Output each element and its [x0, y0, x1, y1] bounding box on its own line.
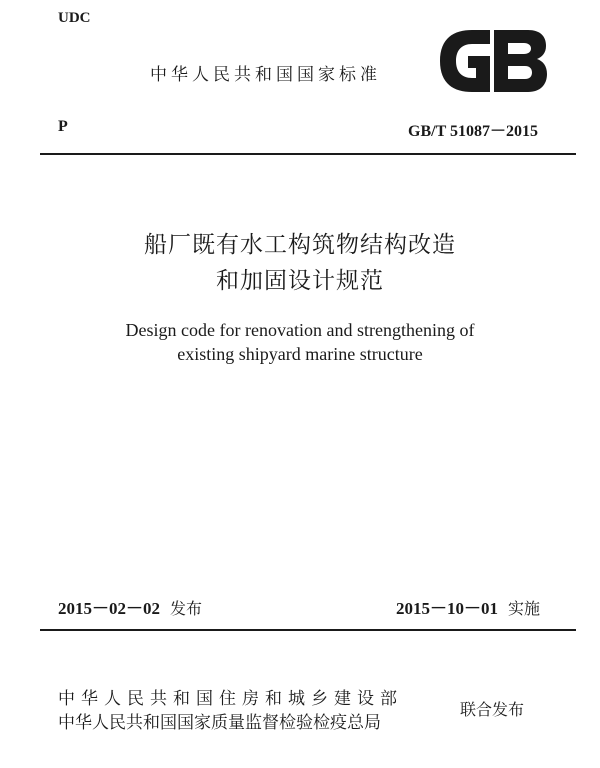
- bottom-divider: [40, 629, 576, 631]
- implementation-date: 2015－10－01: [395, 599, 498, 618]
- title-chinese-line-2: 和加固设计规范: [216, 268, 384, 294]
- udc-label: UDC: [58, 10, 91, 26]
- issuer-quality-supervision: 中华人民共和国国家质量监督检验检疫总局: [58, 713, 381, 733]
- issue-date-block: [58, 594, 202, 619]
- gb-logo: [436, 26, 548, 96]
- joint-issue-label: 联合发布: [460, 700, 525, 719]
- title-chinese-line-1: 船厂既有水工构筑物结构改造: [144, 232, 456, 258]
- standard-number: GB/T 51087－2015: [408, 123, 538, 140]
- title-english-line-1: Design code for renovation and strengthening of: [125, 320, 475, 340]
- issuer-ministry-housing: 中华人民共和国住房和城乡建设部: [58, 689, 403, 709]
- national-standard-heading: 中华人民共和国国家标准: [150, 65, 381, 85]
- issue-label: 发布: [170, 599, 203, 618]
- issue-date: 2015－02－02: [58, 599, 160, 618]
- top-divider: [40, 153, 576, 155]
- implementation-date-block: [396, 594, 540, 619]
- category-code: P: [58, 118, 68, 135]
- implementation-label: 实施: [507, 599, 540, 618]
- title-english-line-2: existing shipyard marine structure: [177, 344, 423, 364]
